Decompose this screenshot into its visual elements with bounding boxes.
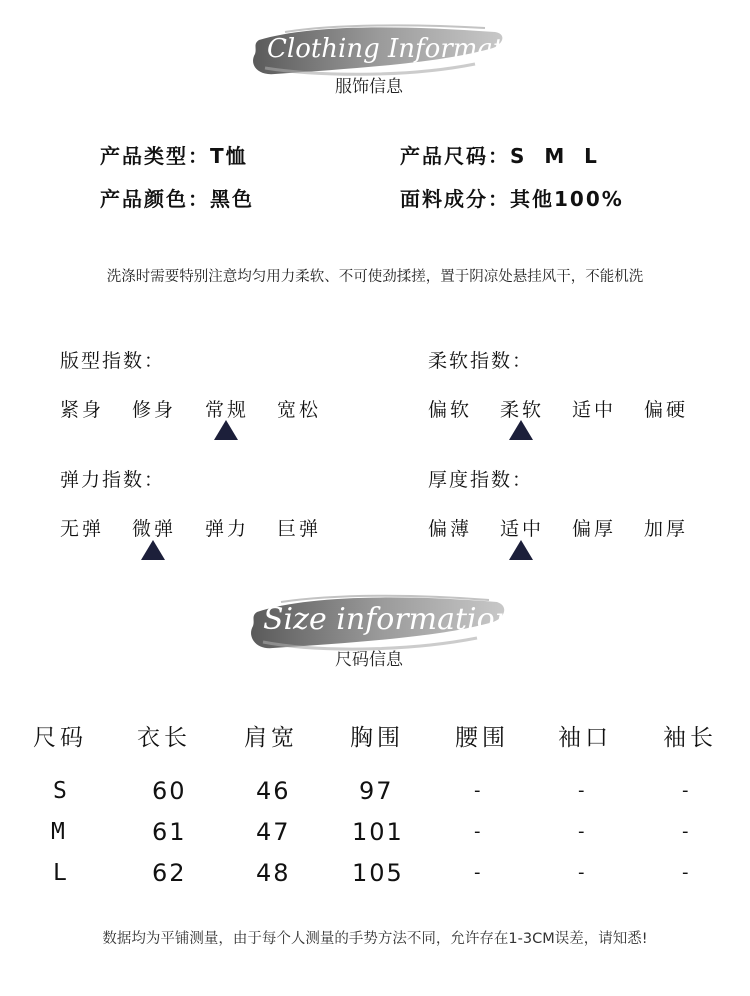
product-fabric-value: 其他100%	[510, 187, 624, 211]
col-header-cuff: 袖口	[558, 725, 612, 751]
col-header-size: 尺码	[33, 725, 87, 751]
col-header-shoulder: 肩宽	[244, 725, 298, 751]
fit-option-3: 常规	[205, 399, 250, 421]
table-cell: 101	[352, 818, 404, 846]
softness-option-3: 适中	[572, 399, 617, 421]
thickness-option-4: 加厚	[644, 518, 689, 540]
thickness-index-title: 厚度指数：	[428, 469, 534, 491]
product-fabric	[400, 183, 624, 212]
elasticity-option-3: 弹力	[205, 518, 250, 540]
size-info-title-cn: 尺码信息	[335, 650, 403, 670]
table-cell: 97	[359, 777, 394, 805]
col-header-waist: 腰围	[455, 725, 509, 751]
product-size-value: S M L	[510, 144, 599, 168]
table-cell: -	[578, 780, 587, 801]
product-color-value: 黑色	[210, 187, 254, 211]
table-cell: 62	[152, 859, 187, 887]
thickness-option-1: 偏薄	[428, 518, 473, 540]
elasticity-option-2: 微弹	[132, 518, 177, 540]
thickness-marker-triangle-icon	[509, 540, 533, 560]
softness-option-1: 偏软	[428, 399, 473, 421]
elasticity-option-4: 巨弹	[277, 518, 322, 540]
product-size-label: 产品尺码：	[400, 144, 510, 168]
table-cell: 48	[256, 859, 291, 887]
table-cell: -	[682, 780, 691, 801]
softness-index-title: 柔软指数：	[428, 350, 534, 372]
table-cell: -	[474, 821, 483, 842]
table-row-size-label: L	[53, 860, 69, 886]
softness-option-4: 偏硬	[644, 399, 689, 421]
thickness-option-3: 偏厚	[572, 518, 617, 540]
table-cell: 47	[256, 818, 291, 846]
size-info-banner	[245, 588, 515, 672]
softness-option-2: 柔软	[500, 399, 545, 421]
softness-marker-triangle-icon	[509, 420, 533, 440]
table-cell: 60	[152, 777, 187, 805]
table-cell: 61	[152, 818, 187, 846]
table-cell: -	[682, 821, 691, 842]
table-cell: 105	[352, 859, 404, 887]
fit-index-title: 版型指数：	[60, 350, 166, 372]
product-fabric-label: 面料成分：	[400, 187, 510, 211]
col-header-sleeve: 袖长	[663, 725, 717, 751]
elasticity-index-title: 弹力指数：	[60, 469, 166, 491]
thickness-option-2: 适中	[500, 518, 545, 540]
clothing-info-banner	[245, 18, 545, 98]
product-type	[100, 140, 248, 169]
clothing-info-title-cn: 服饰信息	[335, 77, 403, 97]
product-type-label: 产品类型：	[100, 144, 210, 168]
fit-marker-triangle-icon	[214, 420, 238, 440]
table-cell: -	[578, 821, 587, 842]
fit-option-2: 修身	[132, 399, 177, 421]
product-color	[100, 183, 254, 212]
wash-instructions: 洗涤时需要特别注意均匀用力柔软、不可使劲揉搓，置于阴凉处悬挂风干，不能机洗	[106, 269, 644, 285]
fit-option-1: 紧身	[60, 399, 105, 421]
table-cell: 46	[256, 777, 291, 805]
table-cell: -	[474, 780, 483, 801]
measurement-footnote: 数据均为平铺测量，由于每个人测量的手势方法不同，允许存在1-3CM误差，请知悉!	[102, 931, 648, 947]
col-header-length: 衣长	[137, 725, 191, 751]
product-color-label: 产品颜色：	[100, 187, 210, 211]
elasticity-option-1: 无弹	[60, 518, 105, 540]
elasticity-marker-triangle-icon	[141, 540, 165, 560]
fit-option-4: 宽松	[277, 399, 322, 421]
table-cell: -	[474, 862, 483, 883]
table-cell: -	[578, 862, 587, 883]
size-info-title-en: Size information	[263, 602, 515, 637]
product-type-value: T恤	[210, 144, 248, 168]
product-size	[400, 140, 599, 169]
clothing-info-title-en: Clothing Information	[267, 34, 545, 64]
table-row-size-label: S	[53, 778, 69, 804]
table-row-size-label: M	[51, 819, 67, 845]
col-header-chest: 胸围	[350, 725, 404, 751]
table-cell: -	[682, 862, 691, 883]
